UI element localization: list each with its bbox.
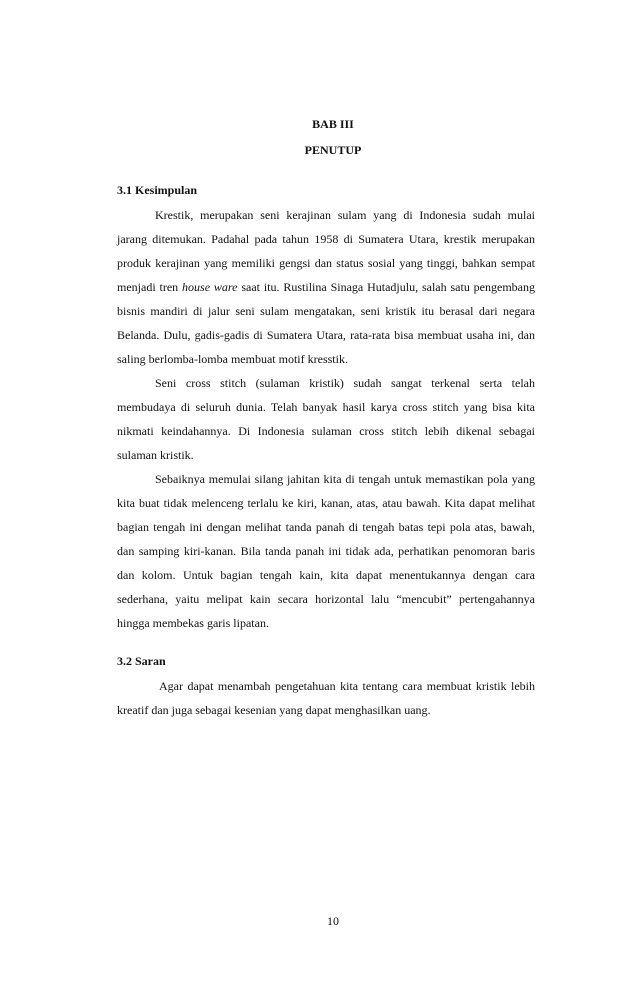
text-segment: saat itu. Rustilina Sinaga Hutadjulu, salah satu pengembang (237, 280, 535, 294)
chapter-number: BAB III (312, 117, 354, 131)
paragraph-line: Agar dapat menambah pengetahuan kita tentang cara membuat kristik lebih (159, 679, 535, 693)
page-number: 10 (327, 914, 339, 928)
paragraph-line: jarang ditemukan. Padahal pada tahun 1958 di Sumatera Utara, krestik merupakan (117, 232, 535, 246)
paragraph-line: nikmati keindahannya. Di Indonesia sulaman cross stitch lebih dikenal sebagai (117, 424, 535, 438)
paragraph-line: produk kerajinan yang memiliki gengsi dan status sosial yang tinggi, bahkan sempat (117, 256, 535, 270)
italic-term: house ware (182, 280, 238, 294)
section-heading-kesimpulan: 3.1 Kesimpulan (117, 183, 198, 197)
paragraph-line: dan samping kiri-kanan. Bila tanda panah ini tidak ada, perhatikan penomoran baris (117, 544, 535, 558)
paragraph-line: kreatif dan juga sebagai kesenian yang dapat menghasilkan uang. (117, 703, 431, 717)
paragraph-line: sederhana, yaitu melipat kain secara horizontal lalu “mencubit” pertengahannya (117, 592, 535, 606)
paragraph-line: Krestik, merupakan seni kerajinan sulam yang di Indonesia sudah mulai (155, 208, 535, 222)
paragraph-line: saling berlomba-lomba membuat motif kresstik. (117, 352, 348, 366)
paragraph-line: Seni cross stitch (sulaman kristik) sudah sangat terkenal serta telah (155, 376, 535, 390)
paragraph-line: hingga membekas garis lipatan. (117, 616, 269, 630)
paragraph-line: membudaya di seluruh dunia. Telah banyak hasil karya cross stitch yang bisa kita (117, 400, 535, 414)
paragraph-line: kita buat tidak melenceng terlalu ke kiri, kanan, atas, atau bawah. Kita dapat melihat (117, 496, 535, 510)
paragraph-line: dan kolom. Untuk bagian tengah kain, kita dapat menentukannya dengan cara (117, 568, 535, 582)
paragraph-line: bisnis mandiri di jalur seni sulam mengatakan, seni kristik itu berasal dari negara (117, 304, 535, 318)
section-heading-saran: 3.2 Saran (117, 654, 166, 668)
paragraph-line: bagian tengah ini dengan melihat tanda panah di tengah batas tepi pola atas, bawah, (117, 520, 535, 534)
paragraph-line (117, 280, 535, 294)
paragraph-line: sulaman kristik. (117, 448, 194, 462)
text-segment: menjadi tren (117, 280, 183, 294)
paragraph-line: Sebaiknya memulai silang jahitan kita di tengah untuk memastikan pola yang (155, 472, 535, 486)
chapter-title: PENUTUP (304, 143, 362, 157)
paragraph-line: Belanda. Dulu, gadis-gadis di Sumatera Utara, rata-rata bisa membuat usaha ini, dan (117, 328, 535, 342)
